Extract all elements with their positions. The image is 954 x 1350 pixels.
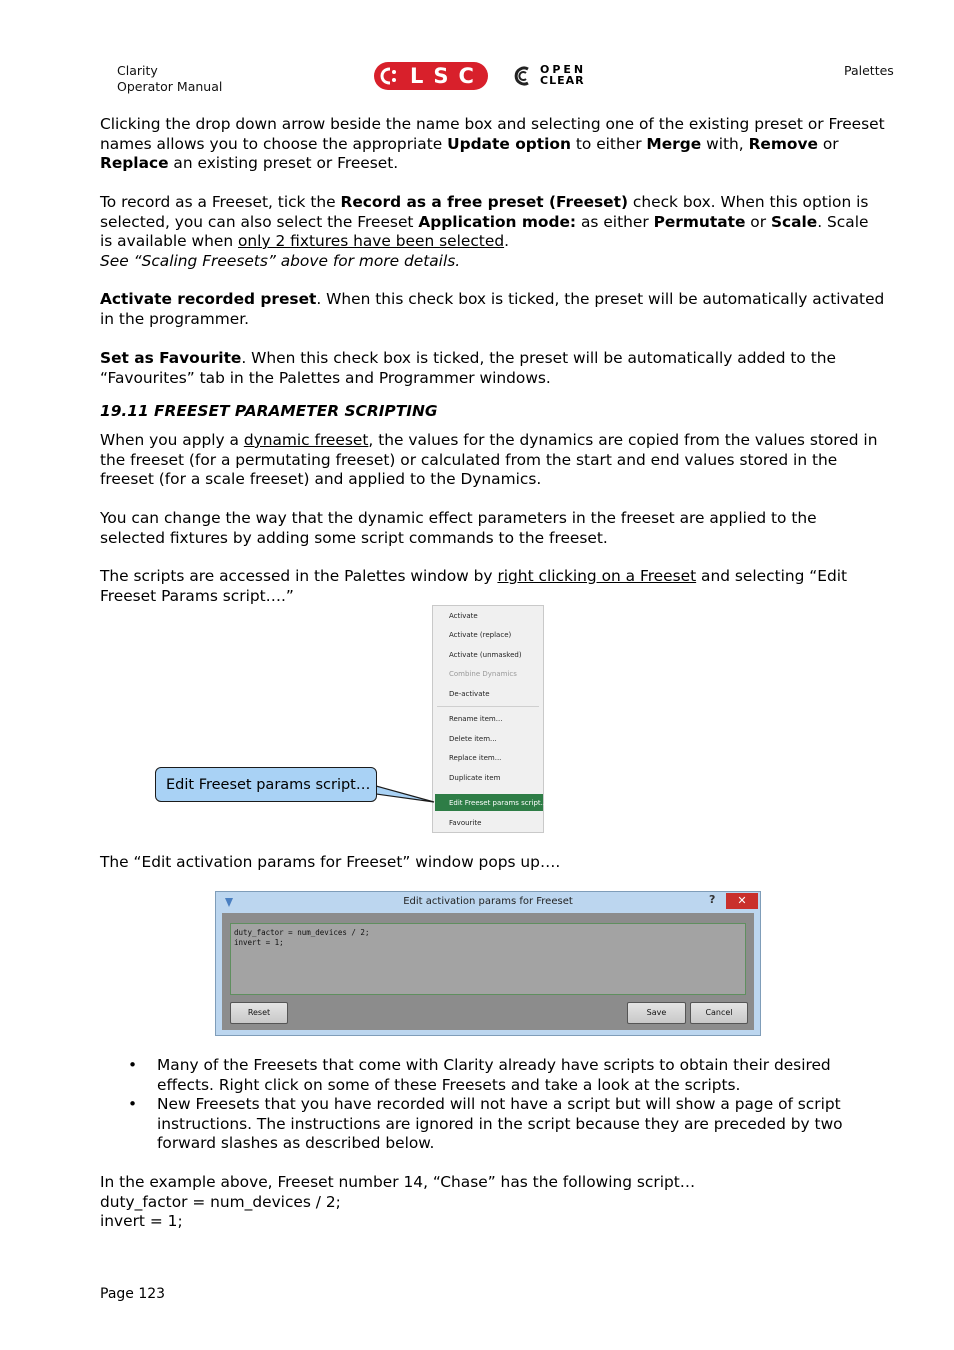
bullet-item: Many of the Freesets that come with Clarity already have scripts to obtain their desired effects. Right click on some of these Freesets and take a look at the scripts. [157,1056,831,1094]
text: with, [701,134,749,153]
page-number: Page 123 [100,1286,166,1302]
save-button[interactable]: Save [627,1002,686,1024]
bold-remove: Remove [748,134,818,153]
text: or [745,212,771,231]
menu-item-replace[interactable]: Replace item... [449,754,502,762]
text: The scripts are accessed in the Palettes window by [100,567,498,585]
reset-button[interactable]: Reset [230,1002,288,1024]
openclear-mark-icon [510,66,534,86]
logo-open: OPEN [540,63,587,76]
para-scripts-accessed [100,567,885,606]
bullet-glyph: • [128,1056,138,1074]
logo-clear: CLEAR [540,74,585,87]
bold-record-free-preset: Record as a free preset (Freeset) [340,193,629,211]
example-intro: In the example above, Freeset number 14, “Chase” has the following script… [100,1173,696,1191]
bold-update-option: Update option [447,134,571,153]
callout-pointer-icon [370,780,440,810]
context-menu [432,605,548,833]
script-editor[interactable]: duty_factor = num_devices / 2; invert = 1; [230,923,746,995]
para-window-pops-up: The “Edit activation params for Freeset” window pops up…. [100,853,561,871]
para-set-favourite [100,349,885,388]
callout-label: Edit Freeset params script… [155,767,377,802]
text: check box. When this option is selected, you can also select the Freeset [100,193,869,231]
dialog-body [222,913,754,1030]
bullet-item: New Freesets that you have recorded will not have a script but will show a page of script instructions. The instructions are ignored in the script because they are preceded by two forward slashes as described below. [157,1095,843,1152]
text: . When this check box is ticked, the preset will be automatically added to the “Favourites” tab in the Palettes and Programmer windows. [100,349,836,387]
text: When you apply a [100,431,244,449]
example-line-1: duty_factor = num_devices / 2; [100,1192,341,1211]
text: To record as a Freeset, tick the [100,193,341,211]
para-example-script [100,1173,885,1232]
lsc-logo-text: LSC [410,64,484,88]
menu-item-delete[interactable]: Delete item... [449,735,497,743]
menu-item-edit-freeset-script[interactable]: Edit Freeset params script... [449,799,548,807]
close-button[interactable]: ✕ [726,893,758,909]
text: an existing preset or Freeset. [168,154,399,172]
para-dynamic-freeset [100,431,885,490]
openclear-logo [510,64,608,88]
menu-item-combine-dynamics: Combine Dynamics [449,670,517,678]
header-product: Clarity [117,63,158,78]
link-dynamic-freeset[interactable]: dynamic freeset [243,431,369,449]
bullet-glyph: • [128,1095,138,1113]
example-line-2: invert = 1; [100,1212,183,1230]
link-right-click-freeset[interactable]: right clicking on a Freeset [497,567,697,585]
bold-set-favourite: Set as Favourite [100,349,242,367]
lsc-swirl-icon [380,67,400,85]
section-heading: 19.11 FREESET PARAMETER SCRIPTING [100,402,438,420]
text: Clicking the drop down arrow beside the name box and selecting one of the existing preset or Freeset names allows you to choose the appropriate [100,115,885,153]
text: . [504,232,509,250]
bold-scale: Scale [770,212,818,231]
text: and selecting “Edit Freeset Params script….” [100,567,848,605]
text: or [817,134,839,153]
italic-see-scaling: See “Scaling Freesets” above for more details. [100,251,461,270]
menu-item-activate[interactable]: Activate [449,612,478,620]
lsc-logo [374,62,488,90]
text: , the values for the dynamics are copied from the values stored in the freeset (for a permutating freeset) or calculated from the start and end values stored in the freeset (for a scale freeset) and applied to the Dynamics. [100,431,878,488]
text: as either [576,212,654,231]
para-activate-recorded [100,290,885,329]
menu-item-duplicate[interactable]: Duplicate item [449,774,501,782]
menu-item-activate-unmasked[interactable]: Activate (unmasked) [449,651,522,659]
bold-replace: Replace [100,154,169,172]
menu-separator [437,706,539,707]
para-record-freeset [100,193,885,271]
para-script-commands: You can change the way that the dynamic effect parameters in the freeset are applied to the selected fixtures by adding some script commands to the freeset. [100,509,817,547]
bold-activate-recorded: Activate recorded preset [100,290,317,308]
menu-item-deactivate[interactable]: De-activate [449,690,490,698]
menu-item-favourite[interactable]: Favourite [449,819,482,827]
header-manual: Operator Manual [117,79,223,94]
header-left [117,63,222,95]
help-button[interactable]: ? [709,893,716,906]
text: . When this check box is ticked, the preset will be automatically activated in the programmer. [100,290,885,328]
bold-application-mode: Application mode: [418,212,577,231]
dialog-title: Edit activation params for Freeset [403,896,573,907]
menu-item-rename[interactable]: Rename item... [449,715,503,723]
menu-item-activate-replace[interactable]: Activate (replace) [449,631,512,639]
link-two-fixtures[interactable]: only 2 fixtures have been selected [238,232,505,250]
bold-merge: Merge [646,134,702,153]
header-section: Palettes [844,63,894,78]
text: . Scale is available when [100,212,869,250]
edit-activation-dialog [215,891,761,1036]
cancel-button[interactable]: Cancel [690,1002,748,1024]
bold-permutate: Permutate [653,212,746,231]
text: to either [570,134,647,153]
para-update-option [100,115,885,174]
